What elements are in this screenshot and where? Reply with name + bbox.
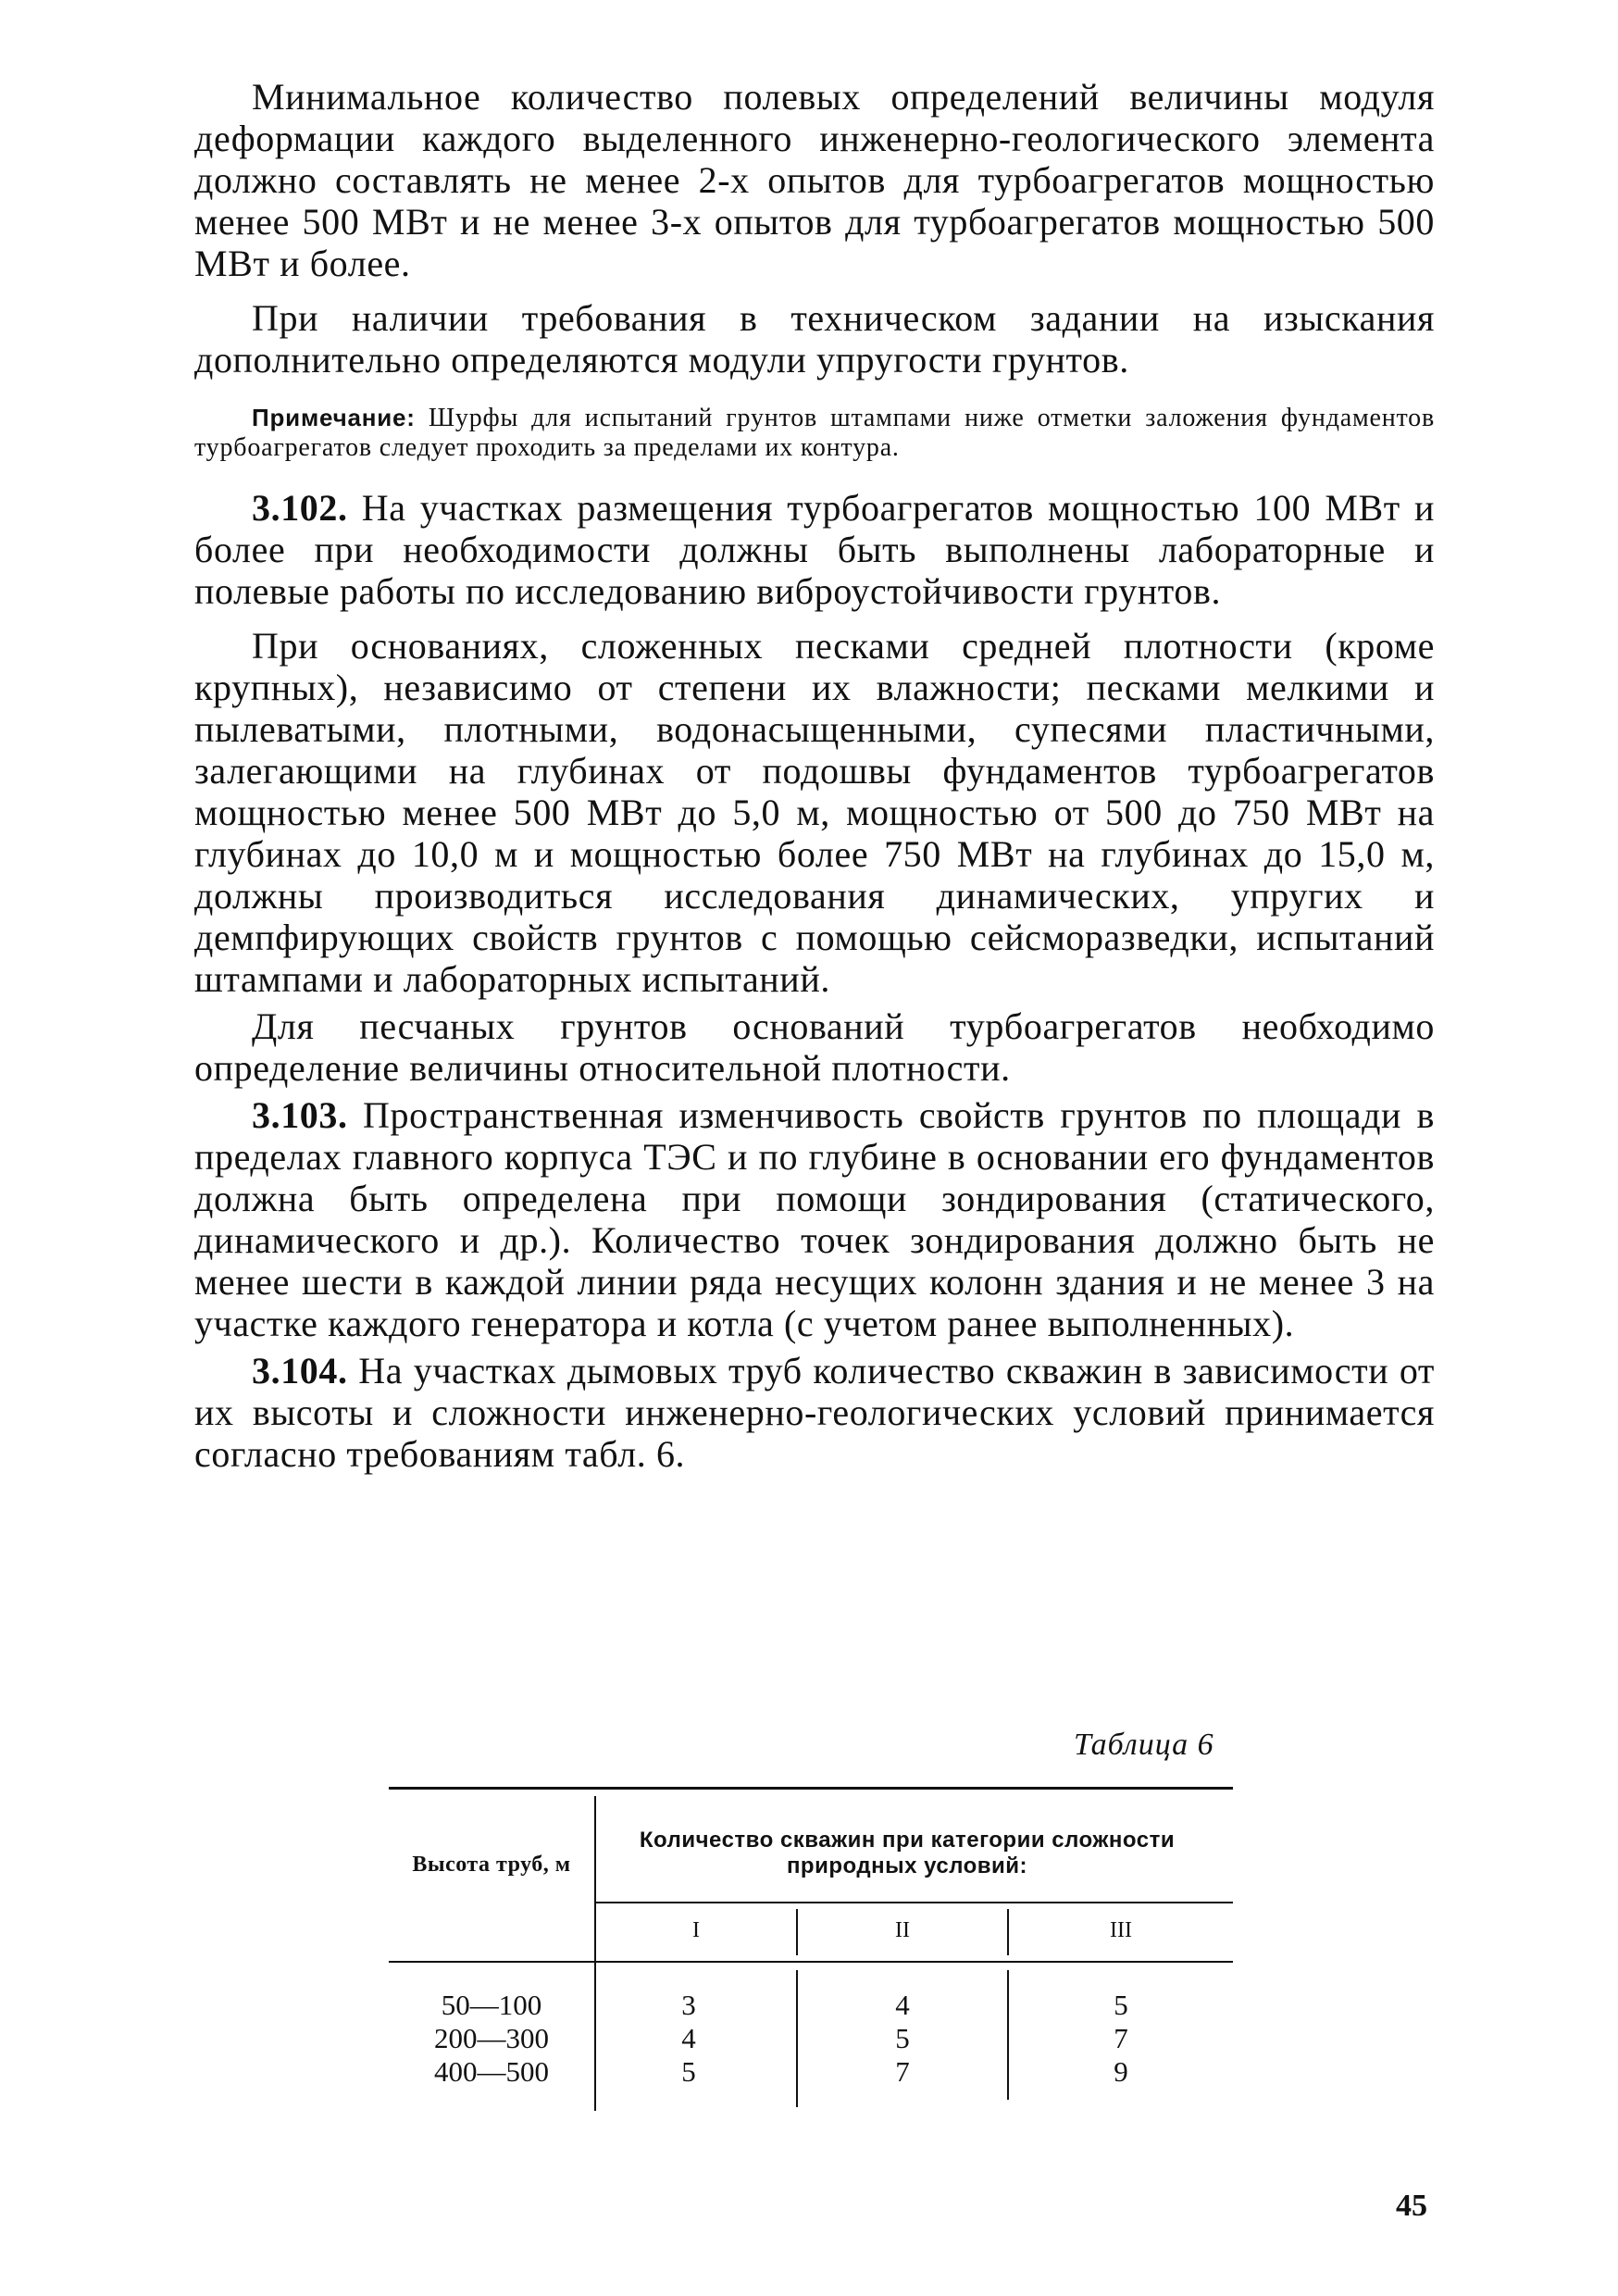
body-text [194, 76, 1435, 1475]
paragraph-3-103 [194, 1094, 1435, 1344]
clause-number-3-104: 3.104. [252, 1350, 348, 1391]
table-row-2-cat-2: 5 [895, 2022, 910, 2054]
page-number: 45 [1396, 2189, 1427, 2223]
table-row-1-cat-1: 3 [681, 1989, 696, 2021]
table-row-3-cat-2: 7 [895, 2055, 910, 2088]
clause-number-3-103: 3.103. [252, 1094, 348, 1136]
paragraph-3-102 [194, 487, 1435, 612]
table-header-category-2: II [895, 1918, 910, 1942]
table-row-2-height: 200—300 [434, 2022, 549, 2054]
table-header-bottom-rule [389, 1961, 1233, 1963]
clause-text-3-103: Пространственная изменчивость свойств грунтов по площади в пределах главного корпуса ТЭС и по глубине в основании его фундаментов должна быть определена при помощи зондирования (статического, динамического и др.). Количество точек зондирования должно быть не менее шести в каждой линии ряда несущих колонн здания и не менее 3 на участке каждого генератора и котла (с учетом ранее выполненных). [194, 1094, 1435, 1344]
table-row-1-cat-3: 5 [1114, 1989, 1128, 2021]
table-row-2-cat-3: 7 [1114, 2022, 1128, 2054]
paragraph-relative-density: Для песчаных грунтов оснований турбоагрегатов необходимо определение величины относительной плотности. [194, 1005, 1435, 1089]
table-row-2-cat-1: 4 [681, 2022, 696, 2054]
table-header-category-3: III [1110, 1918, 1132, 1942]
clause-text-3-102: На участках размещения турбоагрегатов мощностью 100 МВт и более при необходимости должны быть выполнены лабораторные и полевые работы по исследованию виброустойчивости грунтов. [194, 487, 1435, 612]
note-text: Шурфы для испытаний грунтов штампами ниже отметки заложения фундаментов турбоагрегатов следует проходить за пределами их контура. [194, 404, 1435, 462]
table-row-3-cat-3: 9 [1114, 2055, 1128, 2088]
table-row-1-height: 50—100 [441, 1989, 542, 2021]
paragraph-dynamic-properties: При основаниях, сложенных песками средней плотности (кроме крупных), независимо от степени их влажности; песками мелкими и пылеватыми, плотными, водонасыщенными, супесями пластичными, залегающими на глубинах от подошвы фундаментов турбоагрегатов мощностью менее 500 МВт до 5,0 м, мощностью от 500 до 750 МВт на глубинах до 10,0 м и мощностью более 750 МВт на глубинах до 15,0 м, должны производиться исследования динамических, упругих и демпфирующих свойств грунтов с помощью сейсморазведки, испытаний штампами и лабораторных испытаний. [194, 625, 1435, 1000]
table-header-group: Количество скважин при категории сложности природных условий: [639, 1828, 1176, 1878]
table-row-3-cat-1: 5 [681, 2055, 696, 2088]
table-header-height: Высота труб, м [412, 1853, 571, 1877]
paragraph-3-104 [194, 1350, 1435, 1475]
clause-number-3-102: 3.102. [252, 487, 348, 529]
note-label: Примечание: [252, 404, 416, 431]
note-paragraph [194, 403, 1435, 463]
table-top-rule [389, 1787, 1233, 1790]
table-row-1-cat-2: 4 [895, 1989, 910, 2021]
paragraph-min-field-tests: Минимальное количество полевых определений величины модуля деформации каждого выделенного инженерно-геологического элемента должно составлять не менее 2-х опытов для турбоагрегатов мощностью менее 500 МВт и не менее 3-х опытов для турбоагрегатов мощностью 500 МВт и более. [194, 76, 1435, 284]
table-caption: Таблица 6 [1074, 1728, 1214, 1762]
table-subheader-rule [594, 1902, 1233, 1903]
clause-text-3-104: На участках дымовых труб количество скважин в зависимости от их высоты и сложности инженерно-геологических условий принимается согласно требованиям табл. 6. [194, 1350, 1435, 1475]
paragraph-elastic-moduli: При наличии требования в техническом задании на изыскания дополнительно определяются модули упругости грунтов. [194, 297, 1435, 381]
table-row-3-height: 400—500 [434, 2055, 549, 2088]
boreholes-table [389, 1787, 1233, 2111]
table-header-category-1: I [692, 1918, 700, 1942]
